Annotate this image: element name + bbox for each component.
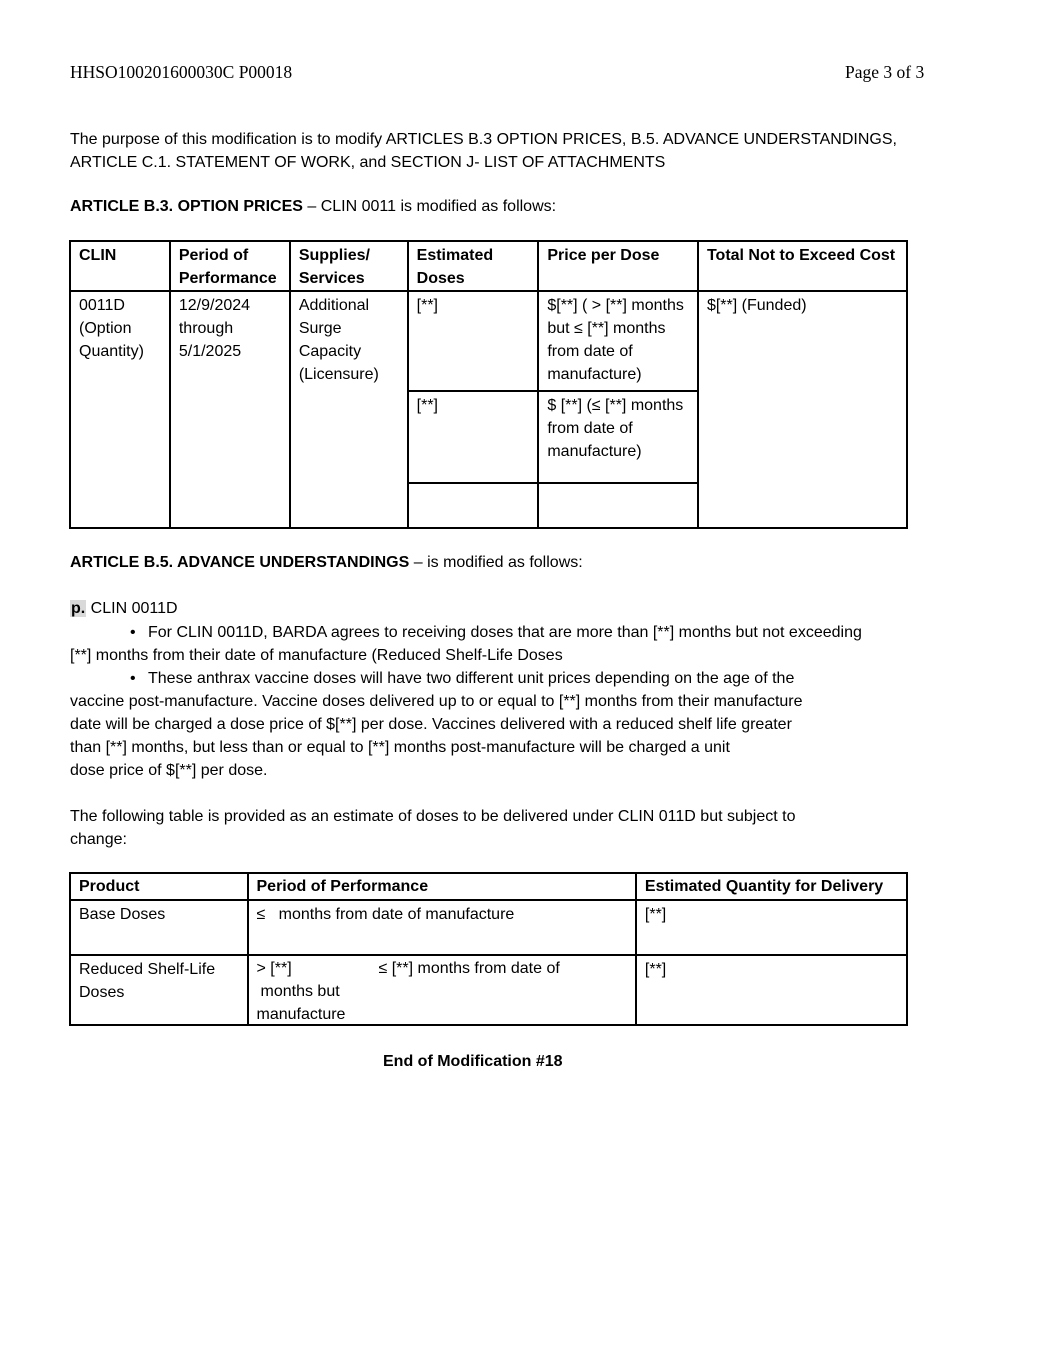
bullet-icon: • bbox=[130, 670, 136, 687]
intro-line-2: ARTICLE C.1. STATEMENT OF WORK, and SECTION J- LIST OF ATTACHMENTS bbox=[70, 154, 666, 171]
cell-empty-price bbox=[538, 483, 698, 528]
bullet-1-text: For CLIN 0011D, BARDA agrees to receiving doses that are more than [**] months but not exceeding bbox=[148, 624, 862, 641]
bullet-2-line-2: vaccine post-manufacture. Vaccine doses delivered up to or equal to [**] months from their manufacture bbox=[70, 693, 803, 710]
cell-price-1: $[**] ( > [**] months but ≤ [**] months from date of manufacture) bbox=[538, 291, 698, 391]
header-delivery-period: Period of Performance bbox=[248, 873, 636, 900]
bullet-2-line-5: dose price of $[**] per dose. bbox=[70, 762, 268, 779]
row-base-product: Base Doses bbox=[70, 900, 248, 955]
article-b5-title: ARTICLE B.5. ADVANCE UNDERSTANDINGS bbox=[70, 554, 410, 571]
period-part-b: ≤ [**] months from date of bbox=[378, 960, 560, 977]
document-id: HHSO100201600030C P00018 bbox=[70, 62, 293, 82]
article-b3-rest: – CLIN 0011 is modified as follows: bbox=[302, 198, 557, 215]
intro-line-1: The purpose of this modification is to modify ARTICLES B.3 OPTION PRICES, B.5. ADVANCE UNDERSTANDINGS, bbox=[70, 131, 897, 148]
period-part-c: months but bbox=[260, 983, 340, 1000]
row-reduced-product: Reduced Shelf-Life Doses bbox=[70, 955, 248, 1025]
bullet-1-line-2: [**] months from their date of manufacture (Reduced Shelf-Life Doses bbox=[70, 647, 563, 664]
cell-price-2: $ [**] (≤ [**] months from date of manufacture) bbox=[538, 391, 698, 483]
cell-clin: 0011D (Option Quantity) bbox=[70, 291, 170, 528]
bullet-2-line-3: date will be charged a dose price of $[**] per dose. Vaccines delivered with a reduced shelf life greater bbox=[70, 716, 792, 733]
table-row bbox=[70, 900, 907, 955]
clause-heading bbox=[70, 597, 178, 620]
row-reduced-qty: [**] bbox=[636, 955, 907, 1025]
page-number: Page 3 of 3 bbox=[845, 62, 925, 82]
header-supplies: Supplies/ Services bbox=[290, 241, 408, 291]
estimate-line-1: The following table is provided as an estimate of doses to be delivered under CLIN 011D but subject to bbox=[70, 808, 796, 825]
option-prices-table bbox=[69, 240, 908, 529]
cell-supplies: Additional Surge Capacity (Licensure) bbox=[290, 291, 408, 528]
table-row bbox=[70, 955, 907, 1025]
header-price: Price per Dose bbox=[538, 241, 698, 291]
article-b5-rest: – is modified as follows: bbox=[409, 554, 583, 571]
cell-period: 12/9/2024 through 5/1/2025 bbox=[170, 291, 290, 528]
period-part-d: manufacture bbox=[256, 1006, 346, 1023]
delivery-table bbox=[69, 872, 908, 1026]
row-reduced-period bbox=[248, 955, 636, 1025]
row-base-qty: [**] bbox=[636, 900, 907, 955]
clause-letter: p. bbox=[71, 600, 86, 617]
row-base-period: ≤ months from date of manufacture bbox=[248, 900, 636, 955]
article-b3-title: ARTICLE B.3. OPTION PRICES bbox=[70, 198, 303, 215]
header-product: Product bbox=[70, 873, 248, 900]
header-period: Period of Performance bbox=[170, 241, 290, 291]
article-b3-heading bbox=[70, 195, 556, 218]
header-clin: CLIN bbox=[70, 241, 170, 291]
bullet-2-line-4: than [**] months, but less than or equal to [**] months post-manufacture will be charged a unit bbox=[70, 739, 730, 756]
bullet-icon: • bbox=[130, 624, 136, 641]
cell-empty-doses bbox=[408, 483, 539, 528]
header-quantity: Estimated Quantity for Delivery bbox=[636, 873, 907, 900]
period-part-a: > [**] bbox=[256, 960, 292, 977]
bullet-2-line-1 bbox=[130, 667, 794, 690]
end-of-modification: End of Modification #18 bbox=[383, 1053, 563, 1070]
article-b5-heading bbox=[70, 551, 583, 574]
cell-doses-1: [**] bbox=[408, 291, 539, 391]
bullet-1-line-1 bbox=[130, 621, 862, 644]
cell-doses-2: [**] bbox=[408, 391, 539, 483]
clause-title: CLIN 0011D bbox=[90, 600, 178, 617]
header-total: Total Not to Exceed Cost bbox=[698, 241, 907, 291]
estimate-line-2: change: bbox=[70, 831, 127, 848]
header-doses: Estimated Doses bbox=[408, 241, 539, 291]
cell-total: $[**] (Funded) bbox=[698, 291, 907, 528]
bullet-2-text: These anthrax vaccine doses will have two different unit prices depending on the age of the bbox=[148, 670, 795, 687]
